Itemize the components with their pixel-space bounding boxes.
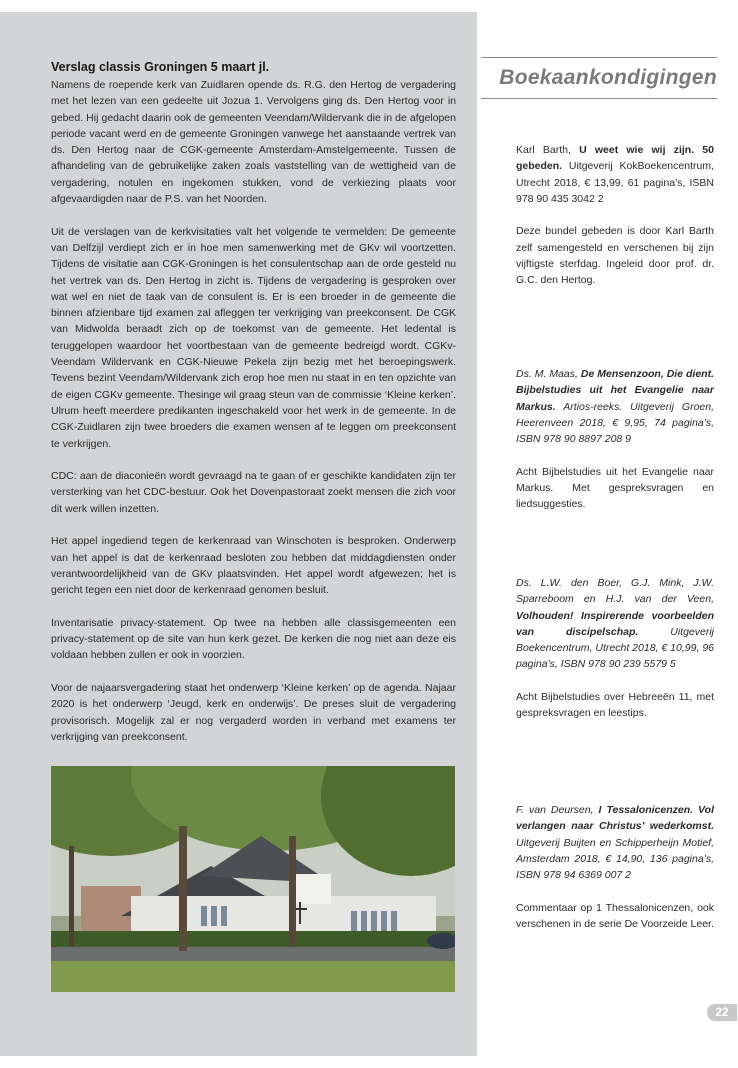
book-description: Acht Bijbelstudies over Hebreeën 11, met gespreksvragen en leestips. bbox=[516, 691, 714, 720]
book-announcement-2 bbox=[516, 366, 714, 513]
sidebar-top-rule bbox=[481, 57, 717, 58]
church-photo-illustration bbox=[51, 766, 455, 992]
book-announcement-3 bbox=[516, 575, 714, 722]
sidebar-bottom-rule bbox=[481, 98, 717, 99]
article-title: Verslag classis Groningen 5 maart jl. bbox=[51, 60, 270, 74]
page-number: 22 bbox=[707, 1004, 737, 1021]
book-title: U weet wie wij zijn. 50 gebeden. bbox=[516, 144, 714, 173]
book-description: Deze bundel gebeden is door Karl Barth zelf samengesteld en verschenen bij zijn vijftigste sterfdag. Ingeleid door prof. dr. G.C. den Hertog. bbox=[516, 225, 714, 287]
book-author: Ds. L.W. den Boer, G.J. Mink, J.W. Sparreboom en H.J. van der Veen, bbox=[516, 577, 714, 606]
article-paragraph-3: CDC: aan de diaconieën wordt gevraagd na te gaan of er geschikte kandidaten zijn ter versterking van het CDC-bestuur. Ook het Dovenpastoraat zoekt mensen die zich voor dit werk willen inzetten. bbox=[51, 470, 456, 515]
article-paragraph-6: Voor de najaarsvergadering staat het onderwerp ‘Kleine kerken’ op de agenda. Najaar 2020 is het onderwerp ‘Jeugd, kerk en onderwijs’. De preses sluit de vergadering provisorisch. Mogelijk zal er nog vergaderd worden in verband met examens ter verkrijging van preekconsent. bbox=[51, 681, 456, 743]
book-title: De Mensenzoon, Die dient. Bijbelstudies uit het Evangelie naar Markus. bbox=[516, 368, 714, 413]
book-details: Uitgeverij Boekencentrum, Utrecht 2018, € 10,99, 96 pagina’s, ISBN 978 90 239 5579 5 bbox=[516, 625, 714, 671]
book-details: Artios-reeks. Uitgeverij Groen, Heerenveen 2018, € 9,95, 74 pagina’s, ISBN 978 90 8897 208 9 bbox=[516, 400, 714, 446]
book-citation bbox=[516, 142, 714, 207]
book-announcement-1 bbox=[516, 142, 714, 289]
book-author: F. van Deursen, bbox=[516, 804, 599, 816]
article-paragraph-4: Het appel ingediend tegen de kerkenraad van Winschoten is besproken. Onderwerp van het appel is dat de kerkenraad besloten zou hebben dat middagdiensten onder verantwoordelijkheid van de GKv plaatsvinden. Het appel wordt afgewezen; het is gericht tegen een niet door de kerkenraad genomen besluit. bbox=[51, 535, 456, 597]
sidebar-title: Boekaankondigingen bbox=[499, 66, 717, 89]
book-title: I Tessalonicenzen. Vol verlangen naar Christus’ wederkomst. bbox=[516, 804, 714, 833]
book-details: Uitgeverij Buijten en Schipperheijn Motief, Amsterdam 2018, € 14,90, 136 pagina’s, ISBN 978 94 6369 007 2 bbox=[516, 836, 714, 882]
article bbox=[51, 60, 456, 761]
book-citation bbox=[516, 802, 714, 883]
book-title: Volhouden! Inspirerende voorbeelden van discipelschap. bbox=[516, 609, 714, 638]
article-paragraph-5: Inventarisatie privacy-statement. Op twee na hebben alle classisgemeenten een privacy-statement op de site van hun kerk gezet. De kerken die nog niet aan deze eis voldaan hebben zullen er ook in voorzien. bbox=[51, 616, 456, 662]
book-author: Karl Barth, bbox=[516, 144, 580, 156]
book-details: Uitgeverij KokBoekencentrum, Utrecht 2018, € 13,99, 61 pagina’s, ISBN 978 90 435 3042 2 bbox=[516, 160, 714, 205]
church-photo bbox=[51, 766, 455, 992]
book-citation bbox=[516, 366, 714, 447]
book-citation bbox=[516, 575, 714, 673]
book-author: Ds. M. Maas, bbox=[516, 368, 581, 380]
article-paragraph-1: Namens de roepende kerk van Zuidlaren opende ds. R.G. den Hertog de vergadering met het lezen van een gedeelte uit Jozua 1. Vervolgens ging ds. Den Hertog voor in gebed. Hij gedacht daarin ook de gemeenten Veendam/Wildervank die in de afgelopen periode vacant werd en de gemeente Groningen vanwege het aanstaande vertrek van ds. Den Hertog naar de CGK-gemeente Amsterdam-Amstelgemeente. Tussen de afhandeling van de gebruikelijke zaken zoals vaststelling van de wettigheid van de vergadering, notulen en ingekomen stukken, vond de verkiezing plaats voor afgevaardigden naar de P.S. van het Noorden. bbox=[51, 79, 456, 206]
article-paragraph-2: Uit de verslagen van de kerkvisitaties valt het volgende te vermelden: De gemeente van Delfzijl verdiept zich er in hoe men samenwerking met de GKv wil voortzetten. Tijdens de visitatie aan CGK-Groningen is het consulentschap aan de orde gesteld nu het vertrek van ds. Den Hertog in zicht is. Tijdens de vergadering is gesproken over wat wel en niet de taak van de consulent is. Er is een broeder in de gemeente die binnen afzienbare tijd examen zal afleggen ter verkrijging van preekconsent. De CGK van Midwolda beraadt zich op de toekomst van de gemeente. Het ledental is teruggelopen waardoor het voortbestaan van de gemeente bedreigd wordt. CGKv-Veendam Wildervank en CGK-Nieuwe Pekela zijn bezig met het beroepingswerk. Tevens bezint Veendam/Wildervank zich erop hoe men nu staat in en ten opzichte van de eigen CGKv gemeente. Thesinge wil graag steun van de commissie ‘Kleine kerken’. Ulrum heeft meerdere predikanten ingeschakeld voor het werk in de gemeente. In de CGK-Zuidlaren zijn twee broeders die examen wensen af te leggen om preekconsent te verkrijgen. bbox=[51, 225, 456, 450]
book-description: Acht Bijbelstudies uit het Evangelie naar Markus. Met gespreksvragen en liedsuggesties. bbox=[516, 465, 714, 511]
book-announcement-4 bbox=[516, 802, 714, 932]
book-description: Commentaar op 1 Thessalonicenzen, ook verschenen in de serie De Voorzeide Leer. bbox=[516, 901, 714, 931]
